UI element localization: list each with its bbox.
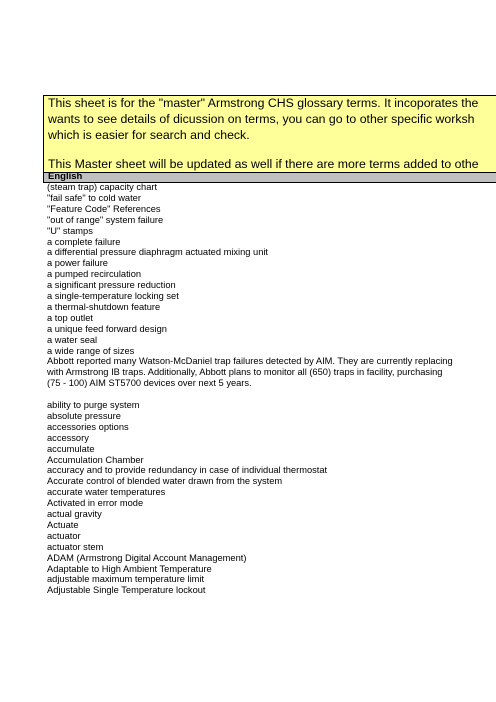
glossary-term-cell[interactable]: a power failure (47, 258, 108, 269)
glossary-term-cell[interactable]: ability to purge system (47, 400, 140, 410)
glossary-term-cell[interactable]: Actuate (47, 519, 79, 530)
glossary-term-cell[interactable]: accessories options (47, 421, 129, 432)
banner-line: This Master sheet will be updated as well if there are more terms added to othe (48, 157, 479, 171)
glossary-term-cell[interactable]: accumulate (47, 443, 95, 454)
glossary-term-cell[interactable]: "U" stamps (47, 225, 93, 236)
glossary-term-cell[interactable]: (75 - 100) AIM ST5700 devices over next 5 years. (47, 378, 252, 389)
glossary-term-cell[interactable]: Accumulation Chamber (47, 454, 144, 465)
note-banner (43, 95, 496, 172)
glossary-term-cell[interactable]: a pumped recirculation (47, 269, 142, 280)
glossary-term-cell[interactable]: Adjustable Single Temperature lockout (47, 585, 206, 596)
glossary-term-cell[interactable]: absolute pressure (47, 410, 121, 421)
glossary-term-cell[interactable]: with Armstrong IB traps. Additionally, Abbott plans to monitor all (650) traps in facility, purchasing (47, 367, 443, 378)
glossary-term-cell[interactable]: "Feature Code" References (47, 203, 161, 214)
glossary-term-cell[interactable]: accessory (47, 432, 89, 443)
glossary-term-cell[interactable]: a differential pressure diaphragm actuated mixing unit (47, 247, 269, 258)
glossary-term-cell[interactable]: actual gravity (47, 509, 102, 519)
glossary-term-cell[interactable]: actuator stem (47, 541, 104, 552)
glossary-term-cell[interactable]: a significant pressure reduction (47, 280, 176, 291)
glossary-term-cell[interactable]: ADAM (Armstrong Digital Account Management) (47, 552, 247, 563)
glossary-term-cell[interactable]: a thermal-shutdown feature (47, 301, 161, 312)
glossary-term-cell[interactable]: actuator (47, 530, 81, 541)
glossary-term-cell[interactable]: a unique feed forward design (47, 323, 167, 334)
glossary-term-cell[interactable]: Abbott reported many Watson-McDaniel trap failures detected by AIM. They are currently replacing (47, 356, 453, 367)
glossary-term-cell[interactable]: a wide range of sizes (47, 345, 135, 356)
banner-line: wants to see details of dicussion on terms, you can go to other specific worksh (48, 112, 475, 126)
glossary-term-cell[interactable]: accuracy and to provide redundancy in case of individual thermostat (47, 465, 328, 476)
glossary-term-cell[interactable]: a top outlet (47, 312, 94, 323)
glossary-term-cell[interactable]: a complete failure (47, 236, 121, 247)
column-header-english[interactable]: English (48, 171, 83, 182)
glossary-term-cell[interactable]: a single-temperature locking set (47, 291, 179, 301)
glossary-term-cell[interactable]: a water seal (47, 334, 98, 345)
banner-line: This sheet is for the "master" Armstrong CHS glossary terms. It incoporates the (48, 96, 479, 110)
glossary-term-cell[interactable]: "out of range" system failure (47, 214, 164, 225)
glossary-term-cell[interactable]: Adaptable to High Ambient Temperature (47, 563, 212, 574)
glossary-term-cell[interactable]: Accurate control of blended water drawn from the system (47, 476, 283, 487)
glossary-term-cell[interactable]: "fail safe" to cold water (47, 192, 141, 203)
glossary-term-cell[interactable]: (steam trap) capacity chart (47, 182, 158, 192)
banner-line: which is easier for search and check. (48, 128, 250, 142)
glossary-term-cell[interactable]: accurate water temperatures (47, 487, 166, 498)
glossary-term-cell[interactable]: Activated in error mode (47, 498, 144, 509)
glossary-term-cell[interactable]: adjustable maximum temperature limit (47, 574, 205, 585)
